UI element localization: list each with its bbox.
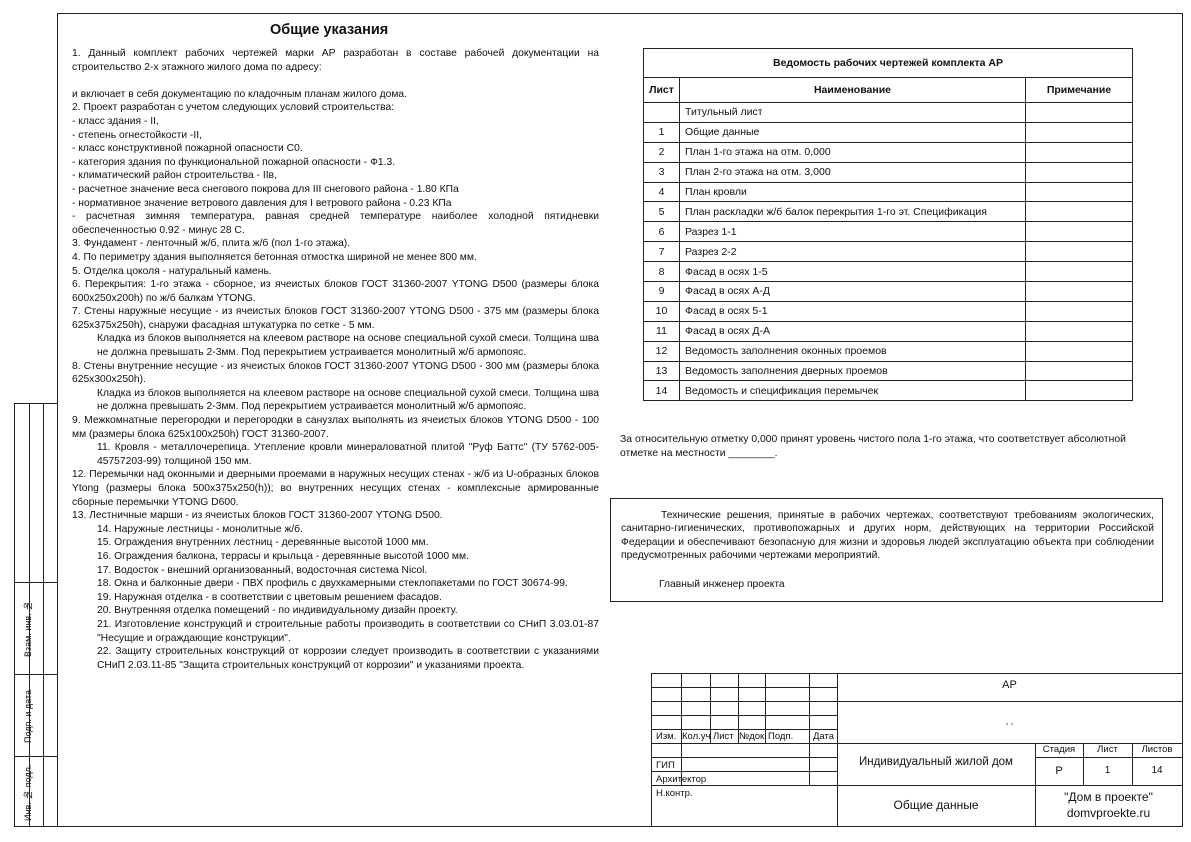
chief-engineer-label: Главный инженер проекта bbox=[659, 579, 785, 590]
row-sheet-number: 1 bbox=[644, 122, 680, 142]
note-paragraph: 21. Изготовление конструкций и строительные работы производить в соответствии со СНиП 3.03.01-87 "Несущие и ограждающие конструкции". bbox=[97, 618, 599, 644]
table-row bbox=[644, 381, 1133, 401]
table-row bbox=[644, 321, 1133, 341]
row-name: Ведомость заполнения оконных проемов bbox=[680, 341, 1026, 361]
table-caption: Ведомость рабочих чертежей комплекта АР bbox=[644, 49, 1133, 78]
table-row bbox=[644, 282, 1133, 302]
note-paragraph: 6. Перекрытия: 1-го этажа - сборное, из ячеистых блоков ГОСТ 31360-2007 YTONG D500 (размеры блока 600х250х200h) по ж/б балкам YTONG. bbox=[72, 279, 599, 304]
row-name: Фасад в осях А-Д bbox=[680, 282, 1026, 302]
col-header-date: Дата bbox=[813, 731, 835, 742]
row-note bbox=[1026, 182, 1133, 202]
note-paragraph: - категория здания по функциональной пожарной опасности - Ф1.3. bbox=[72, 156, 396, 168]
note-paragraph: 3. Фундамент - ленточный ж/б, плита ж/б (пол 1-го этажа). bbox=[72, 238, 351, 250]
row-sheet-number: 10 bbox=[644, 301, 680, 321]
note-paragraph: и включает в себя документацию по кладочным планам жилого дома. bbox=[72, 88, 407, 100]
row-name: План 1-го этажа на отм. 0,000 bbox=[680, 142, 1026, 162]
strip-label-replaced-inv: Взам. инв. № bbox=[23, 600, 33, 658]
note-paragraph: 12. Перемычки над оконными и дверными проемами в наружных несущих стенах - ж/б из U-образных блоков Ytong (размеры блока 500х375х250(h)); во внутренних несущих стенах - комплексные армированные сборные перемычки YTONG D600. bbox=[72, 469, 599, 508]
header-sheet: Лист bbox=[644, 78, 680, 103]
sheets-label: Листов bbox=[1141, 744, 1173, 755]
note-paragraph: Кладка из блоков выполняется на клеевом растворе на основе специальной сухой смеси. Толщина шва не должна превышать 2-3мм. Под перекрытием устраивается монолитный ж/б армопояс. bbox=[97, 387, 599, 413]
note-paragraph: - нормативное значение ветрового давления для I ветрового района - 0.23 КПа bbox=[72, 197, 452, 209]
note-paragraph: 1. Данный комплект рабочих чертежей марки АР разработан в составе рабочей документации на строительство 2-х этажного жилого дома по адресу: bbox=[72, 48, 599, 73]
row-note bbox=[1026, 282, 1133, 302]
note-paragraph: - класс конструктивной пожарной опасности С0. bbox=[72, 143, 303, 155]
note-paragraph: 8. Стены внутренние несущие - из ячеистых блоков ГОСТ 31360-2007 YTONG D500 - 300 мм (размеры блока 625х300х250h). bbox=[72, 360, 599, 386]
note-paragraph: - расчетная зимняя температура, равная средней температуре наиболее холодной пятидневки обеспеченностью 0.92 - минус 28 С. bbox=[72, 211, 599, 236]
page-title: Общие указания bbox=[270, 22, 389, 38]
note-paragraph: 9. Межкомнатные перегородки и перегородки в санузлах выполнять из ячеистых блоков YTONG D500 - 100 мм (размеры блока 625х100х250h) ГОСТ 31360-2007. bbox=[72, 415, 599, 440]
company-name: "Дом в проекте" bbox=[1064, 790, 1153, 804]
col-header-count: Кол.уч bbox=[682, 731, 711, 742]
row-note bbox=[1026, 222, 1133, 242]
row-note bbox=[1026, 142, 1133, 162]
table-row bbox=[644, 301, 1133, 321]
note-paragraph: 15. Ограждения внутренних лестниц - деревянные высотой 1000 мм. bbox=[97, 537, 429, 549]
note-paragraph: - класс здания - II, bbox=[72, 115, 159, 127]
strip-label-sign-date: Подп. и дата bbox=[23, 689, 33, 743]
table-row bbox=[644, 122, 1133, 142]
table-row bbox=[644, 341, 1133, 361]
row-note bbox=[1026, 321, 1133, 341]
row-name: Фасад в осях 5-1 bbox=[680, 301, 1026, 321]
note-paragraph: 4. По периметру здания выполняется бетонная отмостка шириной не менее 800 мм. bbox=[72, 251, 477, 263]
row-name: Разрез 1-1 bbox=[680, 222, 1026, 242]
col-header-sheet: Лист bbox=[713, 731, 734, 742]
table-row bbox=[644, 142, 1133, 162]
sheet-name: Общие данные bbox=[893, 798, 979, 812]
row-name: Фасад в осях 1-5 bbox=[680, 262, 1026, 282]
role-architect: Архитектор bbox=[656, 774, 707, 785]
note-paragraph: 14. Наружные лестницы - монолитные ж/б. bbox=[97, 523, 303, 535]
title-block bbox=[651, 673, 1183, 827]
row-sheet-number: 13 bbox=[644, 361, 680, 381]
note-paragraph: 19. Наружная отделка - в соответствии с цветовым решением фасадов. bbox=[97, 591, 442, 603]
col-header-change: Изм. bbox=[656, 731, 677, 742]
role-gip: ГИП bbox=[656, 760, 675, 771]
note-paragraph: 22. Защиту строительных конструкций от коррозии следует производить в соответствии с указаниями СНиП 2.03.11-85 "Защита строительных конструкций от коррозии" и указаниями проекта. bbox=[97, 646, 599, 671]
row-sheet-number bbox=[644, 103, 680, 123]
note-paragraph: 2. Проект разработан с учетом следующих условий строительства: bbox=[72, 102, 395, 114]
row-note bbox=[1026, 103, 1133, 123]
stage-value: Р bbox=[1055, 765, 1063, 777]
table-row bbox=[644, 242, 1133, 262]
row-sheet-number: 6 bbox=[644, 222, 680, 242]
table-row bbox=[644, 222, 1133, 242]
strip-label-orig-inv: Инв. № подл. bbox=[23, 764, 33, 822]
row-name: План 2-го этажа на отм. 3,000 bbox=[680, 162, 1026, 182]
row-sheet-number: 4 bbox=[644, 182, 680, 202]
note-paragraph: 13. Лестничные марши - из ячеистых блоков ГОСТ 31360-2007 YTONG D500. bbox=[72, 510, 443, 522]
note-paragraph: 5. Отделка цоколя - натуральный камень. bbox=[72, 265, 272, 277]
table-row bbox=[644, 162, 1133, 182]
table-row bbox=[644, 262, 1133, 282]
note-paragraph: 20. Внутренняя отделка помещений - по индивидуальному дизайн проекту. bbox=[97, 605, 458, 617]
table-row bbox=[644, 103, 1133, 123]
row-sheet-number: 2 bbox=[644, 142, 680, 162]
note-paragraph: 18. Окна и балконные двери - ПВХ профиль с двухкамерными стеклопакетами по ГОСТ 30674-99. bbox=[97, 578, 568, 590]
sheet-label: Лист bbox=[1097, 744, 1118, 755]
table-row bbox=[644, 182, 1133, 202]
compliance-box bbox=[610, 498, 1163, 602]
row-note bbox=[1026, 361, 1133, 381]
row-sheet-number: 3 bbox=[644, 162, 680, 182]
row-sheet-number: 11 bbox=[644, 321, 680, 341]
sheets-value: 14 bbox=[1151, 765, 1163, 776]
project-mark: , , bbox=[1005, 716, 1014, 726]
row-note bbox=[1026, 122, 1133, 142]
note-paragraph: 7. Стены наружные несущие - из ячеистых блоков ГОСТ 31360-2007 YTONG D500 - 375 мм (размеры блока 625х375х250h), снаружи фасадная штукатурка по сетке - 5 мм. bbox=[72, 306, 599, 331]
drawings-list-table bbox=[643, 48, 1133, 401]
stage-label: Стадия bbox=[1042, 744, 1076, 755]
row-note bbox=[1026, 381, 1133, 401]
row-name: Ведомость и спецификация перемычек bbox=[680, 381, 1026, 401]
row-name: Общие данные bbox=[680, 122, 1026, 142]
col-header-sign: Подп. bbox=[768, 731, 794, 742]
table-row bbox=[644, 202, 1133, 222]
company-site: domvproekte.ru bbox=[1066, 806, 1151, 820]
project-code: АР bbox=[1002, 679, 1017, 691]
header-note: Примечание bbox=[1026, 78, 1133, 103]
left-margin-strip bbox=[14, 403, 57, 827]
elevation-note: За относительную отметку 0,000 принят уровень чистого пола 1-го этажа, что соответствует абсолютной отметке на местности ________. bbox=[620, 434, 1126, 459]
object-name: Индивидуальный жилой дом bbox=[859, 756, 1013, 768]
row-note bbox=[1026, 202, 1133, 222]
row-name: Ведомость заполнения дверных проемов bbox=[680, 361, 1026, 381]
row-note bbox=[1026, 162, 1133, 182]
row-note bbox=[1026, 341, 1133, 361]
table-row bbox=[644, 361, 1133, 381]
col-header-doc: №док. bbox=[739, 731, 767, 742]
role-norm-control: Н.контр. bbox=[656, 788, 693, 799]
note-paragraph: - расчетное значение веса снегового покрова для III снегового района - 1.80 КПа bbox=[72, 183, 459, 195]
note-paragraph: - климатический район строительства - IIв, bbox=[72, 170, 277, 182]
note-paragraph: - степень огнестойкости -II, bbox=[72, 129, 202, 141]
note-paragraph: Кладка из блоков выполняется на клеевом растворе на основе специальной сухой смеси. Толщина шва не должна превышать 2-3мм. Под перекрытием устраивается монолитный ж/б армопояс. bbox=[97, 333, 599, 359]
row-name: Титульный лист bbox=[680, 103, 1026, 123]
row-sheet-number: 5 bbox=[644, 202, 680, 222]
note-paragraph bbox=[72, 74, 599, 88]
compliance-text: Технические решения, принятые в рабочих чертежах, соответствуют требованиям экологических, санитарно-гигиенических, противопожарных и других норм, действующих на территории Российской Федерации и обеспечивают безопасную для жизни и здоровья людей эксплуатацию объекта при соблюдении предусмотренных рабочими чертежами мероприятий. bbox=[621, 510, 1154, 562]
row-sheet-number: 12 bbox=[644, 341, 680, 361]
note-paragraph: 11. Кровля - металлочерепица. Утепление кровли минераловатной плитой "Руф Баттс" (ТУ 5762-005-45757203-99) толщиной 150 мм. bbox=[97, 442, 599, 467]
row-name: Фасад в осях Д-А bbox=[680, 321, 1026, 341]
row-sheet-number: 14 bbox=[644, 381, 680, 401]
row-name: План раскладки ж/б балок перекрытия 1-го эт. Спецификация bbox=[680, 202, 1026, 222]
row-name: Разрез 2-2 bbox=[680, 242, 1026, 262]
row-sheet-number: 7 bbox=[644, 242, 680, 262]
row-sheet-number: 9 bbox=[644, 282, 680, 302]
row-note bbox=[1026, 242, 1133, 262]
header-name: Наименование bbox=[680, 78, 1026, 103]
sheet-value: 1 bbox=[1104, 765, 1111, 776]
row-note bbox=[1026, 301, 1133, 321]
row-sheet-number: 8 bbox=[644, 262, 680, 282]
note-paragraph: 16. Ограждения балкона, террасы и крыльца - деревянные высотой 1000 мм. bbox=[97, 550, 469, 562]
row-note bbox=[1026, 262, 1133, 282]
note-paragraph: 17. Водосток - внешний организованный, водосточная система Nicol. bbox=[97, 564, 428, 576]
general-notes bbox=[72, 47, 599, 672]
row-name: План кровли bbox=[680, 182, 1026, 202]
